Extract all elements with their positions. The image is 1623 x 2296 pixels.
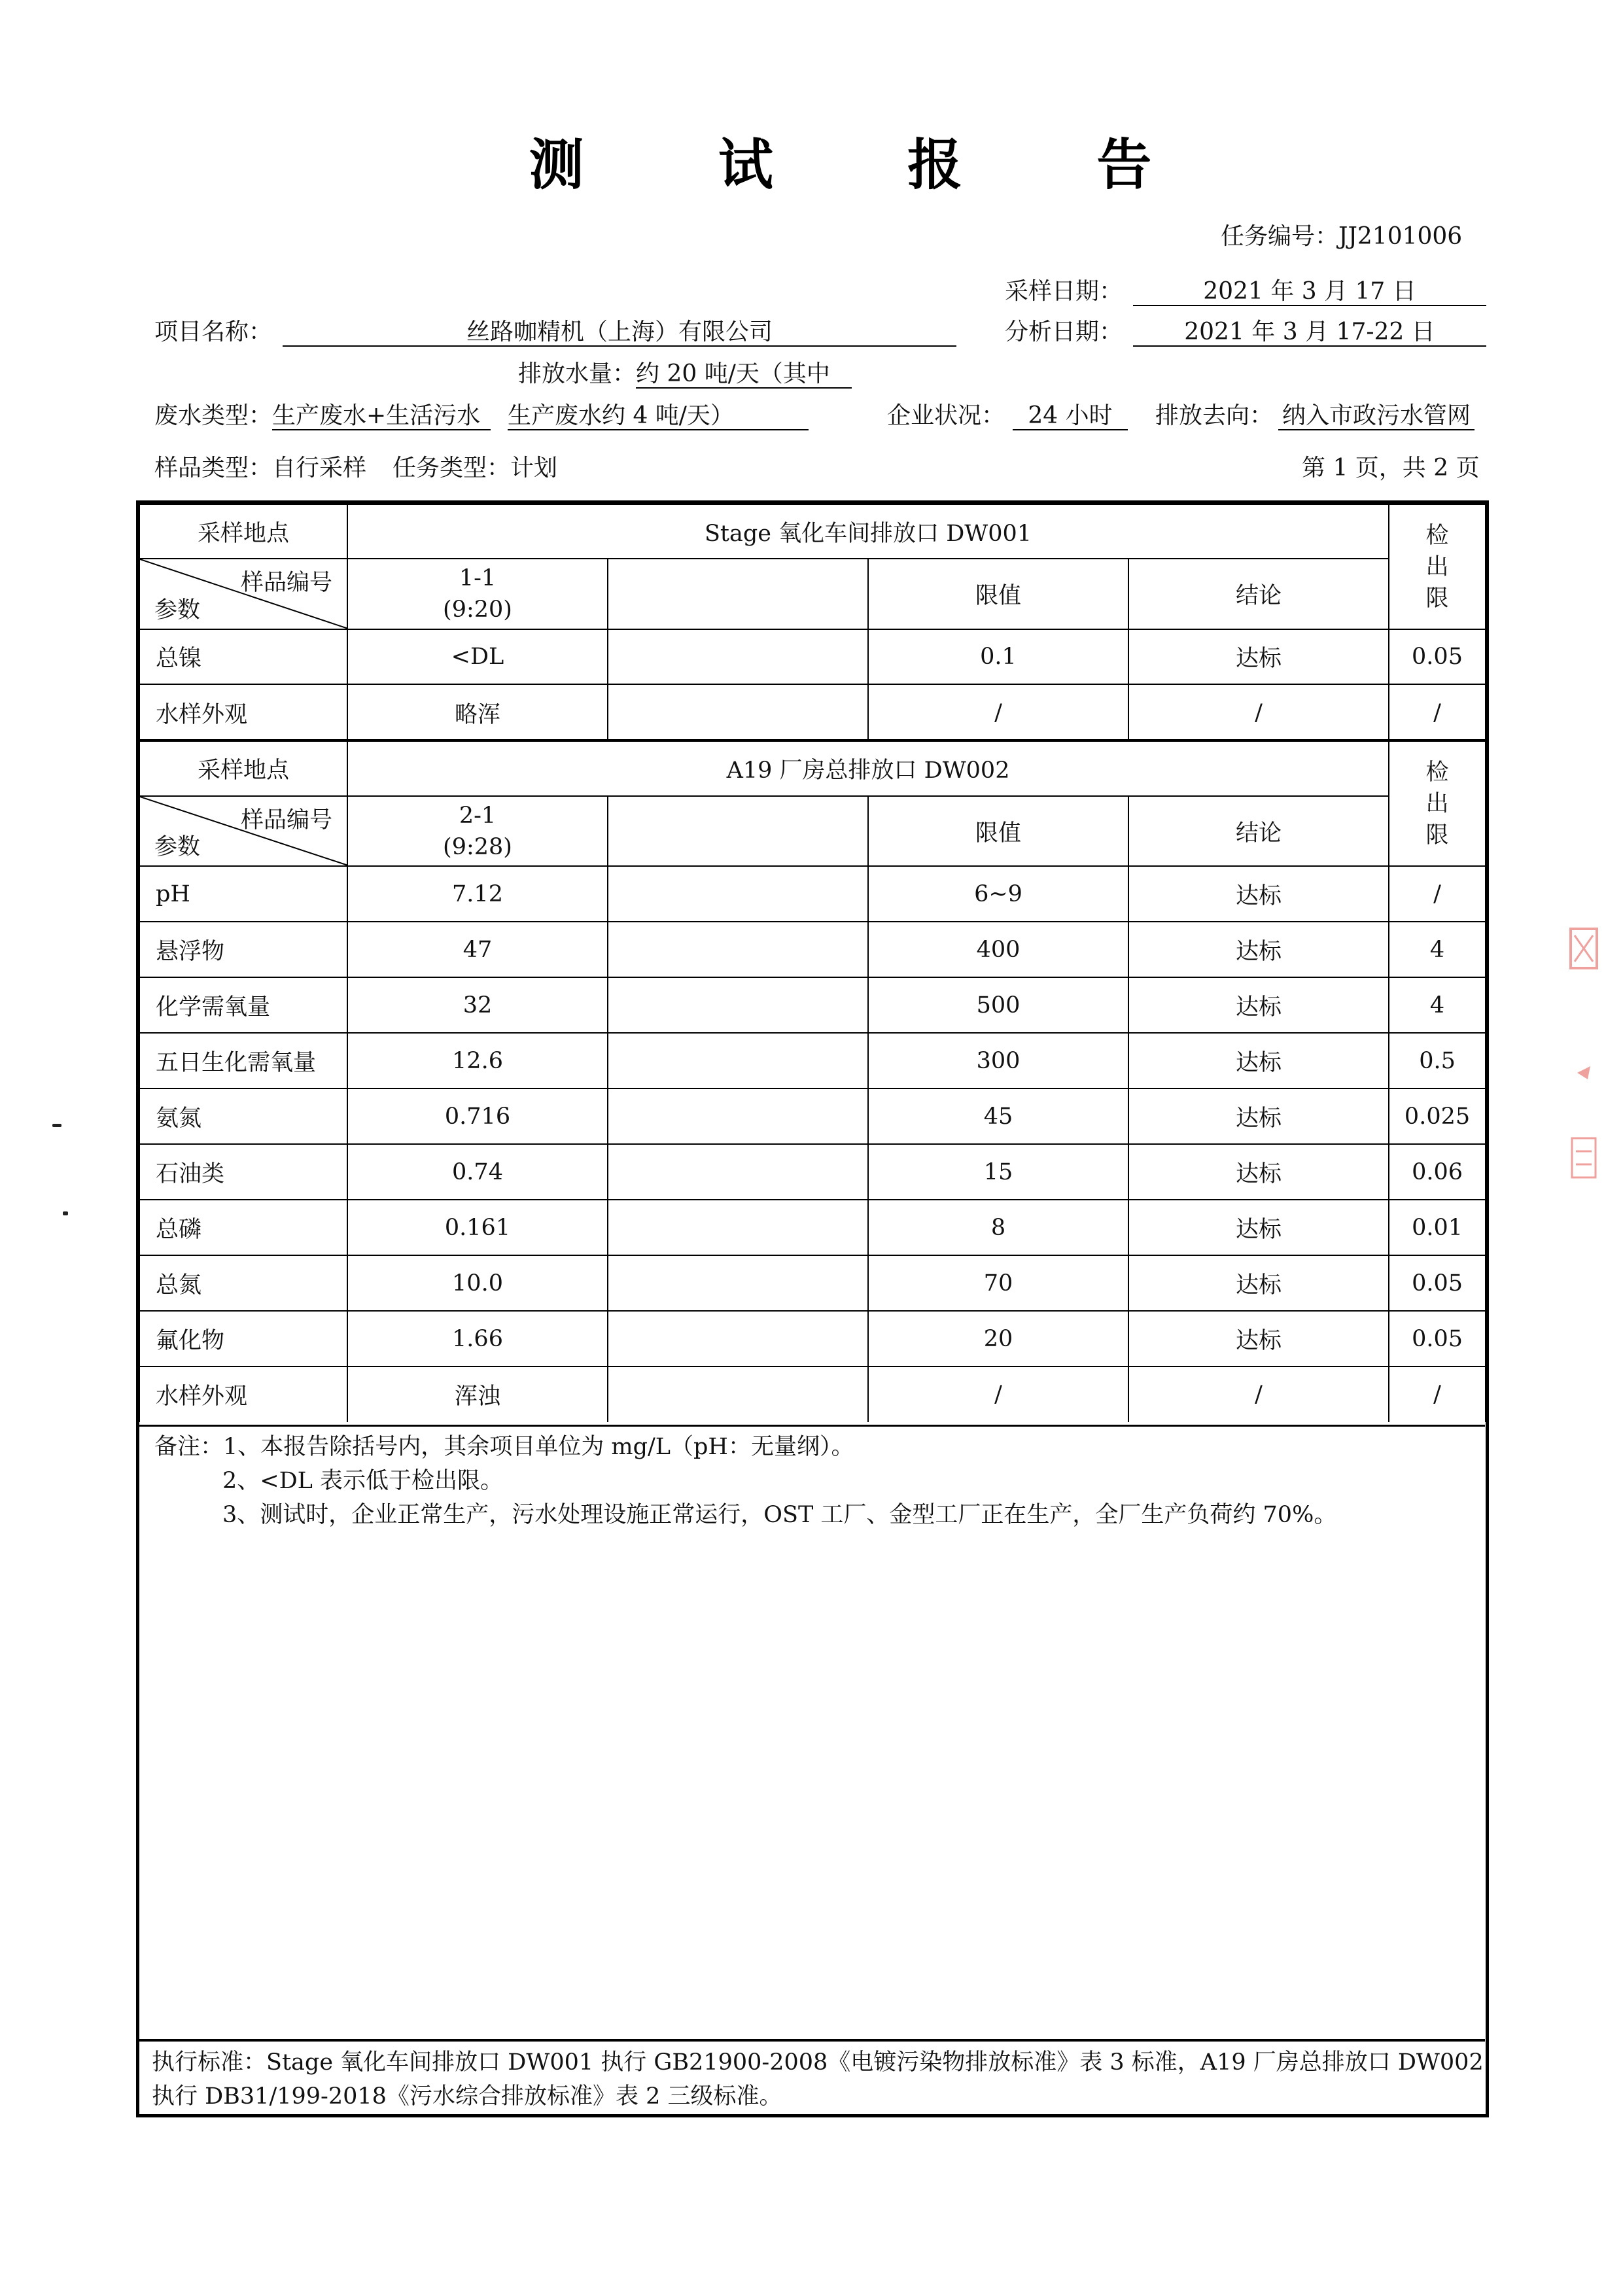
table-row [139, 922, 1486, 977]
section2-sample-id [347, 796, 608, 866]
seal-stamp-fragment [1564, 922, 1603, 1225]
empty-cell [608, 922, 868, 977]
conclusion-cell: 达标 [1128, 977, 1389, 1033]
standard-line-1: 执行标准：Stage 氧化车间排放口 DW001 执行 GB21900-2008《电镀污染物排放标准》表 3 标准，A19 厂房总排放口 DW002 [152, 2049, 1484, 2076]
conclusion-cell: 达标 [1128, 1311, 1389, 1366]
detect-limit-cell: / [1389, 684, 1486, 740]
table-row [139, 1311, 1486, 1366]
detect-limit-char: 检 [1425, 759, 1449, 786]
report-title: 测 试 报 告 [529, 133, 1210, 197]
detect-limit-cell: / [1389, 866, 1486, 922]
sample-no-label: 样品编号 [240, 807, 332, 833]
enterprise-label: 企业状况： [887, 402, 1005, 429]
param-cell: pH [139, 866, 347, 922]
section1-sample-id [347, 559, 608, 629]
project-line [154, 318, 956, 347]
project-label: 项目名称： [154, 319, 273, 345]
table-row [139, 684, 1486, 740]
param-cell: 五日生化需氧量 [139, 1033, 347, 1088]
value-cell: 0.716 [347, 1088, 608, 1144]
limit-cell: 500 [868, 977, 1128, 1033]
limit-cell: 400 [868, 922, 1128, 977]
detect-limit-char: 检 [1425, 522, 1449, 549]
sample-no-label: 样品编号 [240, 570, 332, 596]
empty-cell [608, 1144, 868, 1200]
value-cell: 0.74 [347, 1144, 608, 1200]
param-cell: 水样外观 [139, 1366, 347, 1422]
detect-limit-cell: / [1389, 1366, 1486, 1422]
value-cell: 略浑 [347, 684, 608, 740]
table-row [139, 1200, 1486, 1255]
sample-type-value: 自行采样 [272, 455, 367, 481]
empty-cell [608, 1088, 868, 1144]
task-number-label: 任务编号： [1221, 223, 1339, 250]
value-cell: 浑浊 [347, 1366, 608, 1422]
section1-diagonal-header [139, 559, 347, 629]
discharge-line [518, 360, 852, 389]
param-label: 参数 [154, 597, 201, 623]
conclusion-cell: 达标 [1128, 629, 1389, 684]
detect-limit-cell: 0.06 [1389, 1144, 1486, 1200]
destination-line [1155, 402, 1475, 430]
sampling-date-label: 采样日期： [1005, 278, 1123, 305]
section1-limit-label: 限值 [868, 559, 1128, 629]
analysis-date-line [1005, 318, 1486, 347]
stamp-icon [1564, 922, 1603, 1197]
table-row [139, 1144, 1486, 1200]
page-info: 第 1 页，共 2 页 [1302, 455, 1480, 481]
limit-cell: 20 [868, 1311, 1128, 1366]
conclusion-cell: 达标 [1128, 866, 1389, 922]
wastewater-type: 生产废水+生活污水 [272, 403, 491, 430]
conclusion-cell: / [1128, 1366, 1389, 1422]
section2-site-name: A19 厂房总排放口 DW002 [347, 740, 1389, 796]
empty-cell [608, 977, 868, 1033]
empty-cell [608, 1200, 868, 1255]
detect-limit-cell: 0.025 [1389, 1088, 1486, 1144]
section1-site-row [139, 504, 1486, 559]
detect-limit-cell: 0.05 [1389, 1255, 1486, 1311]
param-cell: 水样外观 [139, 684, 347, 740]
conclusion-cell: 达标 [1128, 1255, 1389, 1311]
section1-table [139, 504, 1486, 740]
notes-block [154, 1430, 1336, 1532]
analysis-date-value: 2021 年 3 月 17-22 日 [1133, 319, 1486, 347]
note-1: 备注：1、本报告除括号内，其余项目单位为 mg/L（pH：无量纲）。 [154, 1434, 854, 1460]
sample-id: 2-1 [459, 802, 497, 829]
section2-conclusion-label: 结论 [1128, 796, 1389, 866]
task-type-value: 计划 [510, 455, 558, 481]
limit-cell: 45 [868, 1088, 1128, 1144]
section1-site-name: Stage 氧化车间排放口 DW001 [347, 504, 1389, 559]
detect-limit-cell: 4 [1389, 922, 1486, 977]
param-label: 参数 [154, 834, 201, 860]
sampling-date-value: 2021 年 3 月 17 日 [1133, 279, 1486, 306]
conclusion-cell: / [1128, 684, 1389, 740]
value-cell: 10.0 [347, 1255, 608, 1311]
param-cell: 总镍 [139, 629, 347, 684]
project-name: 丝路咖精机（上海）有限公司 [283, 319, 956, 347]
detect-limit-cell: 4 [1389, 977, 1486, 1033]
param-cell: 石油类 [139, 1144, 347, 1200]
sample-time: (9:20) [443, 597, 512, 623]
sampling-date-line [1005, 277, 1486, 306]
table-row [139, 1088, 1486, 1144]
param-cell: 化学需氧量 [139, 977, 347, 1033]
scan-speck [63, 1211, 68, 1215]
section1-detect-limit-header [1389, 504, 1486, 629]
notes-divider [139, 1425, 1485, 1427]
analysis-date-label: 分析日期： [1005, 319, 1123, 345]
table-row [139, 1255, 1486, 1311]
value-cell: <DL [347, 629, 608, 684]
empty-cell [608, 1033, 868, 1088]
detect-limit-cell: 0.05 [1389, 629, 1486, 684]
executive-standard [139, 2039, 1485, 2111]
value-cell: 0.161 [347, 1200, 608, 1255]
table-row [139, 866, 1486, 922]
detect-limit-cell: 0.5 [1389, 1033, 1486, 1088]
section1-empty-col [608, 559, 868, 629]
destination-value: 纳入市政污水管网 [1278, 403, 1475, 430]
empty-cell [608, 1311, 868, 1366]
empty-cell [608, 1255, 868, 1311]
detect-limit-char: 限 [1425, 585, 1449, 612]
detect-limit-cell: 0.05 [1389, 1311, 1486, 1366]
sample-type-line [154, 454, 557, 483]
param-cell: 悬浮物 [139, 922, 347, 977]
conclusion-cell: 达标 [1128, 922, 1389, 977]
detect-limit-char: 限 [1425, 822, 1449, 848]
conclusion-cell: 达标 [1128, 1200, 1389, 1255]
empty-cell [608, 866, 868, 922]
param-cell: 氟化物 [139, 1311, 347, 1366]
enterprise-line [887, 402, 1128, 430]
wastewater-line [154, 402, 809, 430]
empty-cell [608, 684, 868, 740]
param-cell: 总磷 [139, 1200, 347, 1255]
task-number-value: JJ2101006 [1338, 223, 1463, 250]
param-cell: 总氮 [139, 1255, 347, 1311]
value-cell: 1.66 [347, 1311, 608, 1366]
sample-id: 1-1 [459, 565, 497, 591]
enterprise-status: 24 小时 [1013, 403, 1128, 430]
discharge-label: 排放水量： [518, 360, 637, 387]
limit-cell: / [868, 684, 1128, 740]
table-row [139, 1366, 1486, 1422]
empty-cell [608, 629, 868, 684]
task-number-line [1221, 222, 1462, 251]
discharge-value-2: 生产废水约 4 吨/天） [508, 403, 809, 430]
value-cell: 12.6 [347, 1033, 608, 1088]
conclusion-cell: 达标 [1128, 1088, 1389, 1144]
detect-limit-cell: 0.01 [1389, 1200, 1486, 1255]
section1-site-label: 采样地点 [139, 504, 347, 559]
wastewater-label: 废水类型： [154, 402, 273, 429]
discharge-value-1: 约 20 吨/天（其中 [636, 361, 852, 389]
value-cell: 32 [347, 977, 608, 1033]
table-row [139, 629, 1486, 684]
limit-cell: 0.1 [868, 629, 1128, 684]
section2-diagonal-header [139, 796, 347, 866]
detect-limit-char: 出 [1425, 553, 1449, 580]
note-3: 3、测试时，企业正常生产，污水处理设施正常运行，OST 工厂、金型工厂正在生产，全厂生产负荷约 70%。 [222, 1502, 1337, 1528]
limit-cell: 6~9 [868, 866, 1128, 922]
section2-header-row [139, 796, 1486, 866]
limit-cell: / [868, 1366, 1128, 1422]
table-row [139, 977, 1486, 1033]
limit-cell: 15 [868, 1144, 1128, 1200]
section2-detect-limit-header [1389, 740, 1486, 866]
value-cell: 7.12 [347, 866, 608, 922]
note-2: 2、<DL 表示低于检出限。 [222, 1468, 504, 1494]
limit-cell: 300 [868, 1033, 1128, 1088]
conclusion-cell: 达标 [1128, 1033, 1389, 1088]
standard-line-2: 执行 DB31/199-2018《污水综合排放标准》表 2 三级标准。 [152, 2083, 782, 2110]
section2-empty-col [608, 796, 868, 866]
table-row [139, 1033, 1486, 1088]
limit-cell: 8 [868, 1200, 1128, 1255]
conclusion-cell: 达标 [1128, 1144, 1389, 1200]
scan-speck [52, 1124, 61, 1127]
section2-site-label: 采样地点 [139, 740, 347, 796]
section2-limit-label: 限值 [868, 796, 1128, 866]
section2-table [139, 739, 1486, 1422]
empty-cell [608, 1366, 868, 1422]
detect-limit-char: 出 [1425, 790, 1449, 817]
destination-label: 排放去向： [1155, 402, 1274, 429]
sample-type-label: 样品类型： [154, 455, 273, 481]
value-cell: 47 [347, 922, 608, 977]
limit-cell: 70 [868, 1255, 1128, 1311]
section1-header-row [139, 559, 1486, 629]
section1-conclusion-label: 结论 [1128, 559, 1389, 629]
sample-time: (9:28) [443, 833, 512, 860]
task-type-label: 任务类型： [393, 455, 511, 481]
section2-site-row [139, 740, 1486, 796]
param-cell: 氨氮 [139, 1088, 347, 1144]
